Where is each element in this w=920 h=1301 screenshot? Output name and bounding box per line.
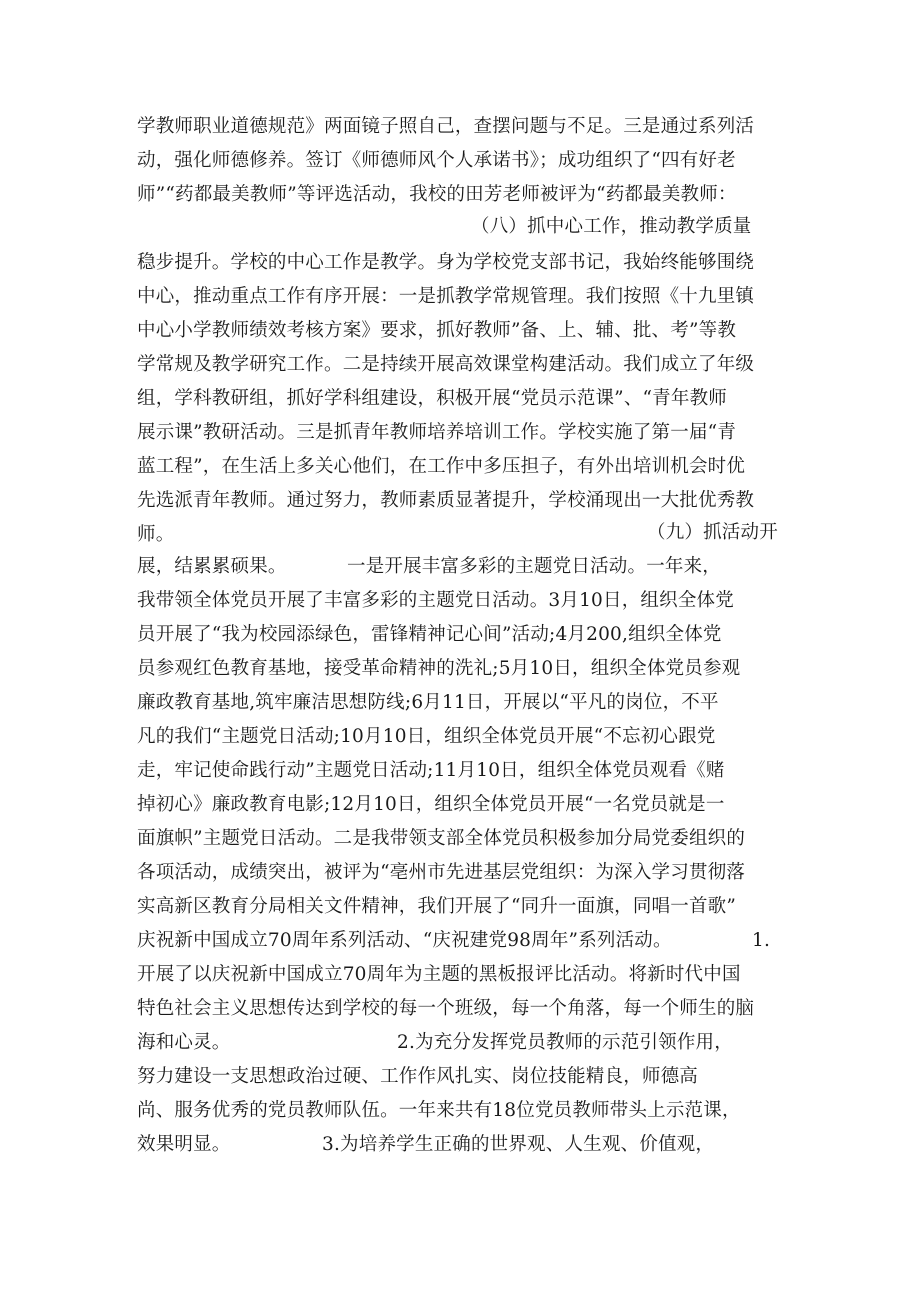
text-line: 学常规及教学研究工作。二是持续开展高效课堂构建活动。我们成立了年级 xyxy=(137,354,755,375)
text-line: 动，强化师德修养。签订《师德师风个人承诺书》；成功组织了“四有好老 xyxy=(137,150,736,171)
text-line: 廉政教育基地,筑牢廉洁思想防线;6月11日，开展以“平凡的岗位，不平 xyxy=(137,692,719,713)
text-line: 学教师职业道德规范》两面镜子照自己，查摆问题与不足。三是通过系列活 xyxy=(137,116,755,137)
text-line: 走，牢记使命践行动”主题党日活动;11月10日，组织全体党员观看《赌 xyxy=(137,760,725,781)
text-line: 一是开展丰富多彩的主题党日活动。一年来， xyxy=(347,556,722,577)
text-line: 特色社会主义思想传达到学校的每一个班级，每一个角落，每一个师生的脑 xyxy=(137,998,755,1019)
text-line: 实高新区教育分局相关文件精神，我们开展了“同升一面旗，同唱一首歌” xyxy=(137,896,737,917)
text-line: 凡的我们“主题党日活动;10月10日，组织全体党员开展“不忘初心跟党 xyxy=(137,726,716,747)
text-line: 展示课”教研活动。三是抓青年教师培养培训工作。学校实施了第一届“青 xyxy=(137,422,737,443)
section-heading: （八）抓中心工作，推动教学质量 xyxy=(471,216,752,237)
text-line: 海和心灵。 xyxy=(137,1032,231,1053)
text-line: 蓝工程”，在生活上多关心他们，在工作中多压担子，有外出培训机会时优 xyxy=(137,456,746,477)
text-line: 面旗帜”主题党日活动。二是我带领支部全体党员积极参加分局党委组织的 xyxy=(137,828,746,849)
text-line: 员开展了“我为校园添绿色，雷锋精神记心间”活动;4月200,组织全体党 xyxy=(137,624,722,645)
text-line: 2.为充分发挥党员教师的示范引领作用， xyxy=(397,1032,733,1053)
text-line: 掉初心》廉政教育电影;12月10日，组织全体党员开展“一名党员就是一 xyxy=(137,794,725,815)
text-line: 开展了以庆祝新中国成立70周年为主题的黑板报评比活动。将新时代中国 xyxy=(137,964,741,985)
text-line: 效果明显。 xyxy=(137,1134,231,1155)
list-number: 1. xyxy=(752,930,771,951)
text-line: 师。 xyxy=(137,524,175,545)
text-line: 组，学科教研组，抓好学科组建设，积极开展“党员示范课”、“青年教师 xyxy=(137,388,727,409)
text-line: 员参观红色教育基地，接受革命精神的洗礼;5月10日，组织全体党员参观 xyxy=(137,658,741,679)
text-line: 中心，推动重点工作有序开展：一是抓教学常规管理。我们按照《十九里镇 xyxy=(137,286,755,307)
text-line: 展，结累累硕果。 xyxy=(137,556,287,577)
text-line: 中心小学教师绩效考核方案》要求，抓好教师”备、上、辅、批、考”等教 xyxy=(137,320,737,341)
text-line: 努力建设一支思想政治过硬、工作作风扎实、岗位技能精良，师德高 xyxy=(137,1066,699,1087)
text-line: 各项活动，成绩突出，被评为“亳州市先进基层党组织：为深入学习贯彻落 xyxy=(137,862,746,883)
text-line: 尚、服务优秀的党员教师队伍。一年来共有18位党员教师带头上示范课， xyxy=(137,1100,741,1121)
section-heading: （九）抓活动开 xyxy=(647,522,778,543)
text-line: 师”“药都最美教师”等评选活动，我校的田芳老师被评为“药都最美教师： xyxy=(137,184,737,205)
text-line: 我带领全体党员开展了丰富多彩的主题党日活动。3月10日，组织全体党 xyxy=(137,590,734,611)
text-line: 稳步提升。学校的中心工作是教学。身为学校党支部书记，我始终能够围绕 xyxy=(137,252,755,273)
text-line: 庆祝新中国成立70周年系列活动、“庆祝建党98周年”系列活动。 xyxy=(137,930,672,951)
text-line: 先选派青年教师。通过努力，教师素质显著提升，学校涌现出一大批优秀教 xyxy=(137,490,755,511)
text-line: 3.为培养学生正确的世界观、人生观、价值观， xyxy=(322,1134,715,1155)
